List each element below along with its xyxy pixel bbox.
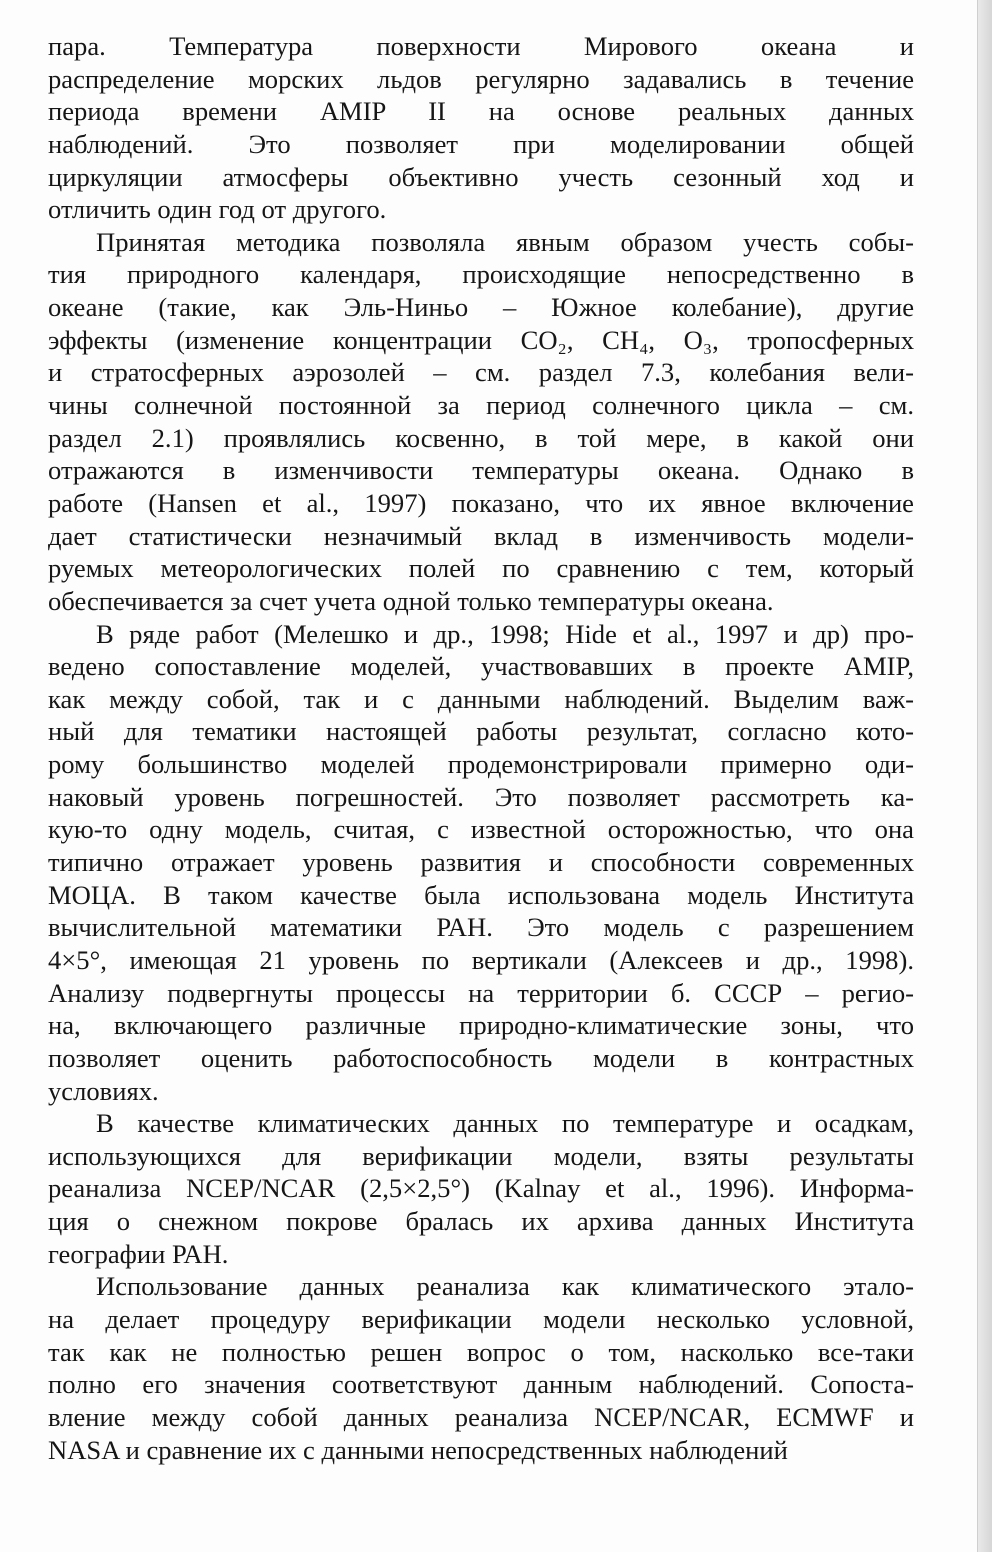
text-line: обеспечивается за счет учета одной только температуры океана.: [48, 585, 774, 616]
text-line: тия природного календаря, происходящие непосредственно в: [48, 259, 914, 290]
text-line: вычислительной математики РАН. Это модель с разрешением: [48, 912, 914, 943]
text-line: использующихся для верификации модели, взяты результаты: [48, 1140, 914, 1171]
page-edge-shadow: [977, 0, 992, 1552]
text-line: МОЦА. В таком качестве была использована модель Института: [48, 879, 914, 910]
text-line: эффекты (изменение концентрации CO₂, CH₄, O₃, тропосферных: [48, 324, 914, 355]
text-line: наблюдений. Это позволяет при моделировании общей: [48, 128, 914, 159]
text-line: чины солнечной постоянной за период солнечного цикла – см.: [48, 390, 914, 421]
paragraph-3: [48, 618, 914, 1108]
text-line: условиях.: [48, 1075, 159, 1106]
text-line: ный для тематики настоящей работы результат, согласно кото-: [48, 716, 914, 747]
text-line: океане (такие, как Эль-Ниньо – Южное колебание), другие: [48, 292, 914, 323]
text-line: на делает процедуру верификации модели несколько условной,: [48, 1303, 914, 1334]
text-line: на, включающего различные природно-климатические зоны, что: [48, 1010, 914, 1041]
text-line: полно его значения соответствуют данным наблюдений. Сопоста-: [48, 1369, 914, 1400]
text-line: 4×5°, имеющая 21 уровень по вертикали (Алексеев и др., 1998).: [48, 944, 914, 975]
text-line: пара. Температура поверхности Мирового океана и: [48, 31, 914, 61]
text-line: так как не полностью решен вопрос о том, насколько все-таки: [48, 1336, 914, 1367]
text-line: работе (Hansen et al., 1997) показано, что их явное включение: [48, 487, 914, 518]
text-line: дает статистически незначимый вклад в изменчивость модели-: [48, 520, 914, 551]
text-line: отражаются в изменчивости температуры океана. Однако в: [48, 455, 914, 486]
text-line: Принятая методика позволяла явным образом учесть собы-: [96, 226, 914, 257]
text-line: руемых метеорологических полей по сравнению с тем, который: [48, 553, 914, 584]
paragraph-5: [48, 1270, 914, 1466]
text-line: ция о снежном покрове бралась их архива данных Института: [48, 1206, 914, 1237]
text-line: вление между собой данных реанализа NCEP/NCAR, ECMWF и: [48, 1401, 914, 1432]
text-line: реанализа NCEP/NCAR (2,5×2,5°) (Kalnay et al., 1996). Информа-: [48, 1173, 914, 1204]
paragraph-4: [48, 1107, 914, 1270]
text-line: NASA и сравнение их с данными непосредственных наблюдений: [48, 1434, 788, 1465]
text-line: В ряде работ (Мелешко и др., 1998; Hide et al., 1997 и др) про-: [96, 618, 914, 649]
body-text: [48, 30, 914, 1466]
paragraph-2: [48, 226, 914, 618]
text-line: наковый уровень погрешностей. Это позволяет рассмотреть ка-: [48, 781, 914, 812]
text-line: ведено сопоставление моделей, участвовавших в проекте AMIP,: [48, 651, 914, 682]
text-line: Использование данных реанализа как климатического этало-: [96, 1271, 914, 1302]
text-line: периода времени AMIP II на основе реальных данных: [48, 96, 914, 127]
text-line: отличить один год от другого.: [48, 194, 387, 225]
text-line: и стратосферных аэрозолей – см. раздел 7.3, колебания вели-: [48, 357, 914, 388]
text-line: позволяет оценить работоспособность модели в контрастных: [48, 1042, 914, 1073]
text-line: как между собой, так и с данными наблюдений. Выделим важ-: [48, 683, 914, 714]
text-line: В качестве климатических данных по температуре и осадкам,: [96, 1108, 914, 1139]
text-line: распределение морских льдов регулярно задавались в течение: [48, 63, 914, 94]
text-line: рому большинство моделей продемонстрировали примерно оди-: [48, 749, 914, 780]
text-line: кую-то одну модель, считая, с известной осторожностью, что она: [48, 814, 914, 845]
text-line: типично отражает уровень развития и способности современных: [48, 847, 914, 878]
text-line: раздел 2.1) проявлялись косвенно, в той мере, в какой они: [48, 422, 914, 453]
text-line: Анализу подвергнуты процессы на территории б. СССР – регио-: [48, 977, 914, 1008]
text-line: циркуляции атмосферы объективно учесть сезонный ход и: [48, 161, 914, 192]
text-line: географии РАН.: [48, 1238, 229, 1269]
paragraph-1: [48, 30, 914, 226]
